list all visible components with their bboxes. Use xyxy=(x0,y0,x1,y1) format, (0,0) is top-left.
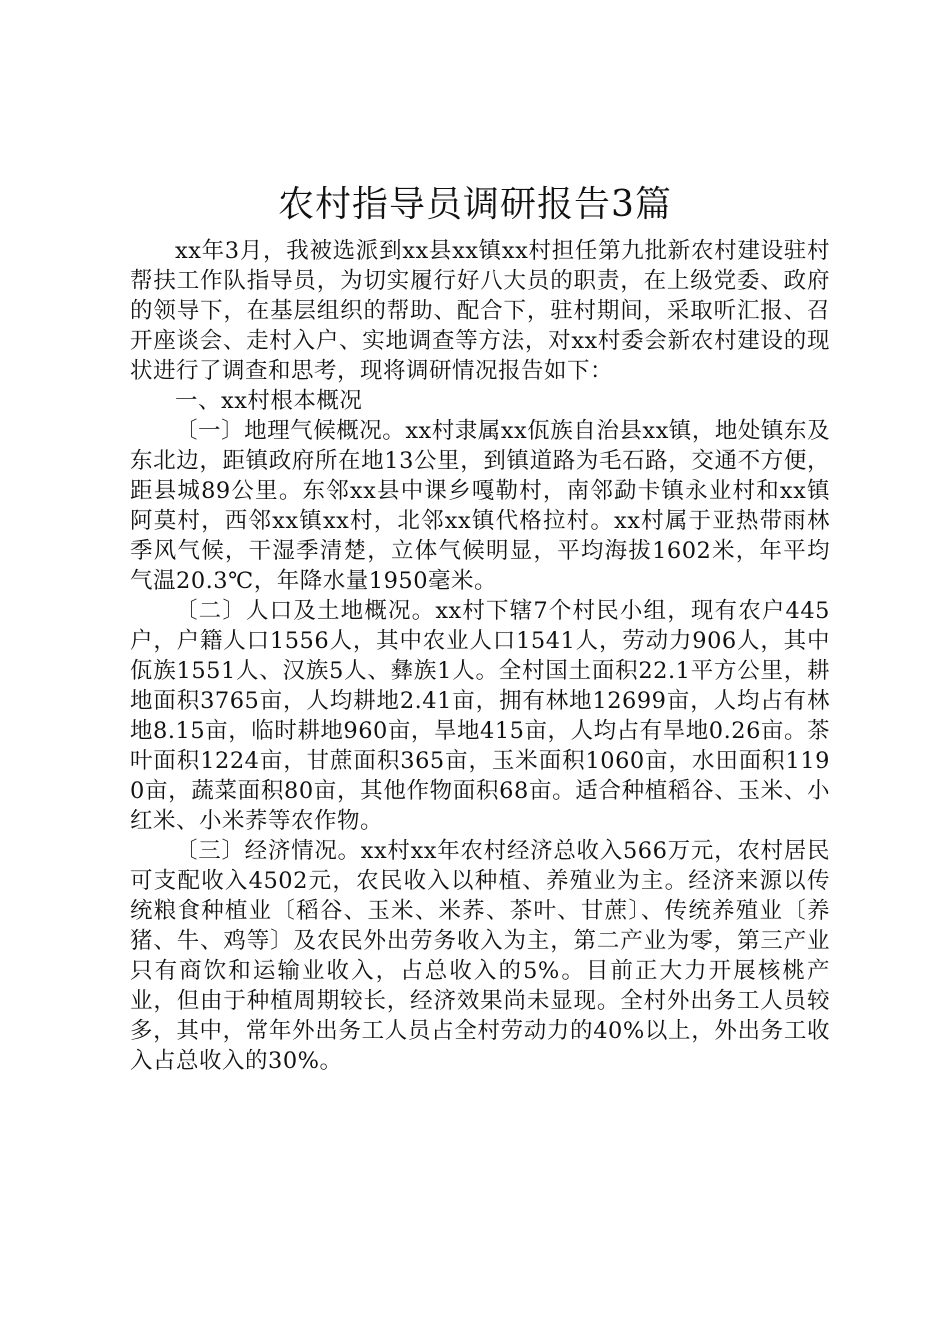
paragraph-population-land: 〔二〕人口及土地概况。xx村下辖7个村民小组，现有农户445户，户籍人口1556人，其中农业人口1541人，劳动力906人，其中佤族1551人、汉族5人、彝族1人。全村国土面积22.1平方公里，耕地面积3765亩，人均耕地2.41亩，拥有林地12699亩，人均占有林地8.15亩，临时耕地960亩，旱地415亩，人均占有旱地0.26亩。茶叶面积1224亩，甘蔗面积365亩，玉米面积1060亩，水田面积1190亩，蔬菜面积80亩，其他作物面积68亩。适合种植稻谷、玉米、小红米、小米荞等农作物。 xyxy=(130,598,830,834)
document-body xyxy=(130,236,830,1076)
paragraph-geography-climate: 〔一〕地理气候概况。xx村隶属xx佤族自治县xx镇，地处镇东及东北边，距镇政府所在地13公里，到镇道路为毛石路，交通不方便，距县城89公里。东邻xx县中课乡嘎勒村，南邻勐卡镇永业村和xx镇阿莫村，西邻xx镇xx村，北邻xx镇代格拉村。xx村属于亚热带雨林季风气候，干湿季清楚，立体气候明显，平均海拔1602米，年平均气温20.3℃，年降水量1950毫米。 xyxy=(130,418,830,594)
paragraph-economy: 〔三〕经济情况。xx村xx年农村经济总收入566万元，农村居民可支配收入4502元，农民收入以种植、养殖业为主。经济来源以传统粮食种植业〔稻谷、玉米、米荞、茶叶、甘蔗〕、传统养殖业〔养猪、牛、鸡等〕及农民外出劳务收入为主，第二产业为零，第三产业只有商饮和运输业收入，占总收入的5%。目前正大力开展核桃产业，但由于种植周期较长，经济效果尚未显现。全村外出务工人员较多，其中，常年外出务工人员占全村劳动力的40%以上，外出务工收入占总收入的30%。 xyxy=(130,838,830,1074)
section-heading-overview: 一、xx村根本概况 xyxy=(175,388,363,414)
paragraph-intro: xx年3月，我被选派到xx县xx镇xx村担任第九批新农村建设驻村帮扶工作队指导员，为切实履行好八大员的职责，在上级党委、政府的领导下，在基层组织的帮助、配合下，驻村期间，采取听汇报、召开座谈会、走村入户、实地调查等方法，对xx村委会新农村建设的现状进行了调查和思考，现将调研情况报告如下： xyxy=(130,238,830,384)
document-title: 农村指导员调研报告3篇 xyxy=(278,184,672,225)
